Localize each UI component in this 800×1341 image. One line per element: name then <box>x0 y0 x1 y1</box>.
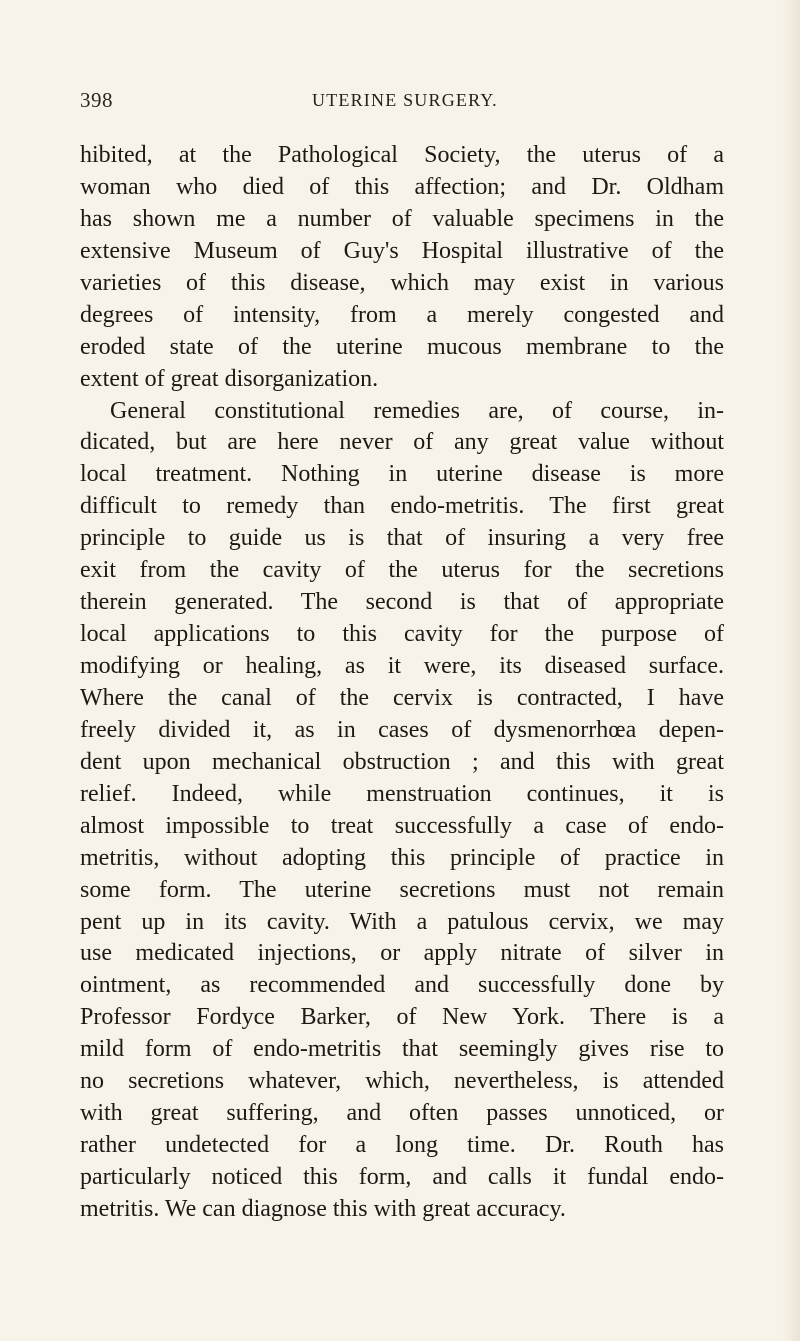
text-line: degrees of intensity, from a merely congested and <box>80 301 724 328</box>
text-line: almost impossible to treat successfully a case of endo- <box>80 812 724 839</box>
running-head: UTERINE SURGERY. <box>312 90 498 110</box>
text-line: freely divided it, as in cases of dysmenorrhœa depen- <box>80 716 724 743</box>
text-line: varieties of this disease, which may exist in various <box>80 269 724 296</box>
text-line: with great suffering, and often passes unnoticed, or <box>80 1100 724 1127</box>
text-line: no secretions whatever, which, nevertheless, is attended <box>80 1068 724 1095</box>
text-line: woman who died of this affection; and Dr. Oldham <box>80 173 724 200</box>
text-line: dicated, but are here never of any great value without <box>80 429 724 456</box>
text-line: hibited, at the Pathological Society, the uterus of a <box>80 142 724 168</box>
text-line: ointment, as recommended and successfully done by <box>80 972 724 999</box>
text-line: Professor Fordyce Barker, of New York. There is a <box>80 1004 724 1031</box>
text-line: extensive Museum of Guy's Hospital illustrative of the <box>80 237 724 264</box>
text-line: particularly noticed this form, and calls it fundal endo- <box>80 1164 724 1190</box>
text-line: has shown me a number of valuable specimens in the <box>80 205 724 232</box>
text-line: some form. The uterine secretions must not remain <box>80 876 724 903</box>
text-line: relief. Indeed, while menstruation continues, it is <box>80 780 724 807</box>
text-line: therein generated. The second is that of appropriate <box>80 589 724 616</box>
text-line: modifying or healing, as it were, its diseased surface. <box>80 653 724 679</box>
text-line: local treatment. Nothing in uterine disease is more <box>80 461 724 488</box>
text-line: rather undetected for a long time. Dr. Routh has <box>80 1132 724 1159</box>
text-line: extent of great disorganization. <box>80 365 379 392</box>
text-line: difficult to remedy than endo-metritis. The first great <box>80 493 724 520</box>
text-line: Where the canal of the cervix is contracted, I have <box>80 684 724 711</box>
text-line: local applications to this cavity for the purpose of <box>80 621 724 648</box>
page-header <box>80 88 730 114</box>
text-line: exit from the cavity of the uterus for the secretions <box>80 557 724 584</box>
text-line: General constitutional remedies are, of course, in- <box>110 397 724 424</box>
body-text <box>80 140 724 1226</box>
page-edge-shadow <box>782 0 800 1341</box>
text-line: mild form of endo-metritis that seemingly gives rise to <box>80 1036 724 1063</box>
text-line: principle to guide us is that of insuring a very free <box>80 525 724 552</box>
text-line: metritis. We can diagnose this with great accuracy. <box>80 1195 566 1222</box>
page-number: 398 <box>80 88 113 112</box>
text-line: dent upon mechanical obstruction ; and this with great <box>80 748 724 775</box>
text-line: eroded state of the uterine mucous membrane to the <box>80 333 724 360</box>
text-line: pent up in its cavity. With a patulous cervix, we may <box>80 908 724 935</box>
text-line: use medicated injections, or apply nitrate of silver in <box>80 940 724 967</box>
text-line: metritis, without adopting this principle of practice in <box>80 844 724 871</box>
